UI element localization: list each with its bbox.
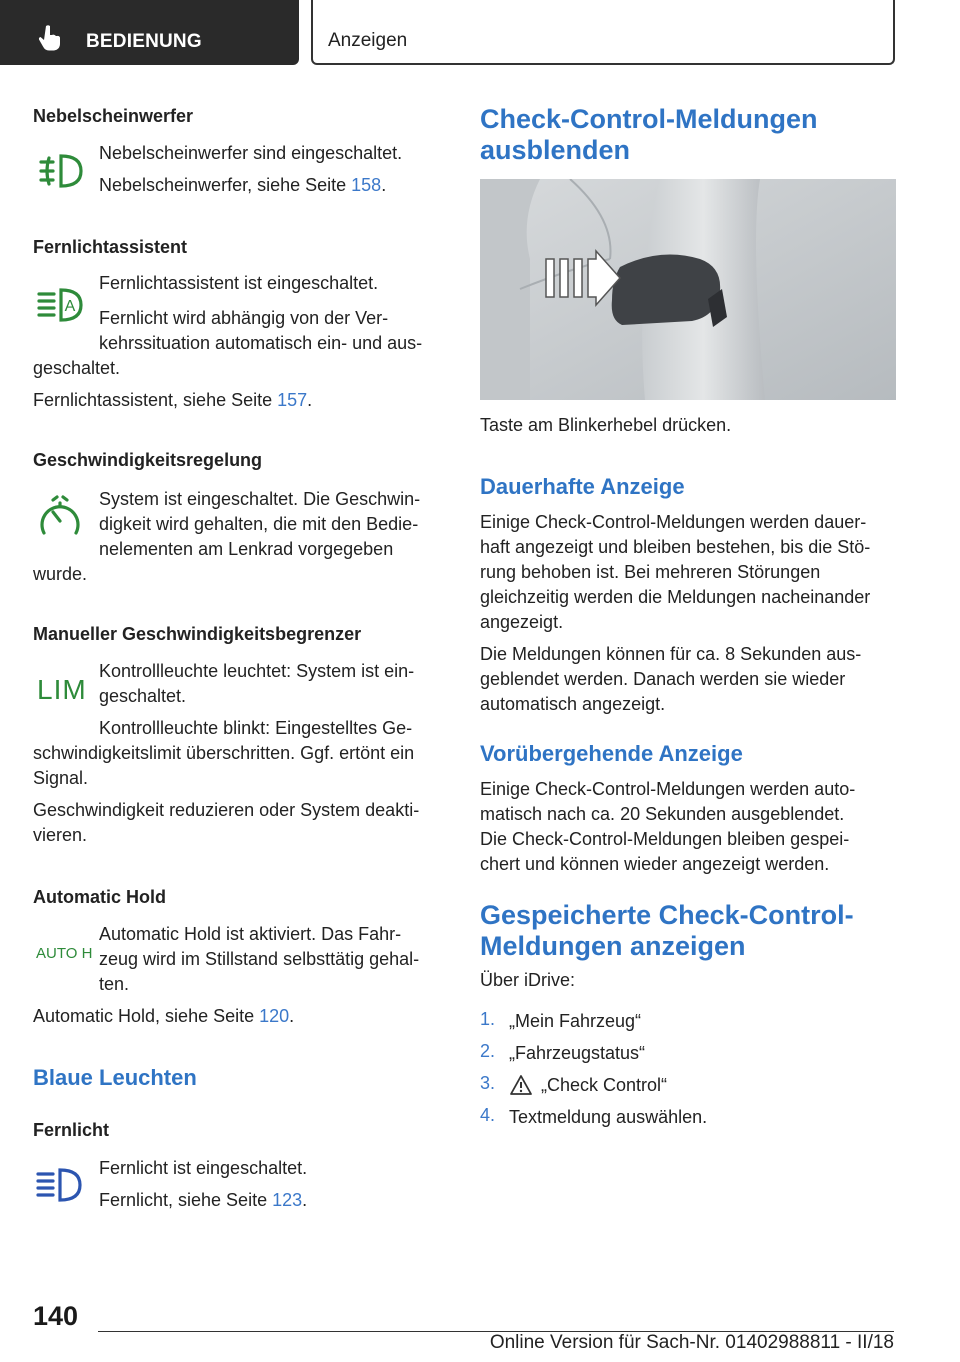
high-beam-icon [36, 1164, 86, 1206]
photo-caption: Taste am Blinkerhebel drücken. [480, 415, 732, 435]
hba-page-link[interactable]: 157 [277, 390, 308, 410]
perm-line7: geblendet werden. Danach werden sie wieder [480, 669, 846, 689]
perm-line3: rung behoben ist. Bei mehreren Störungen [480, 562, 821, 582]
cruise-line2: digkeit wird gehalten, die mit den Bedie‐ [99, 514, 419, 534]
stored-messages-heading-1: Gespeicherte Check-Control- [480, 900, 854, 930]
limiter-line2: geschaltet. [99, 686, 187, 706]
stored-messages-heading-2: Meldungen anzeigen [480, 931, 746, 961]
autohold-line1: Automatic Hold ist aktiviert. Das Fahr‐ [99, 924, 402, 944]
hide-messages-heading-2: ausblenden [480, 135, 631, 165]
autohold-ref: Automatic Hold, siehe Seite 120. [33, 1006, 295, 1026]
autohold-icon: AUTO H [36, 945, 93, 962]
cruise-control-icon [36, 495, 84, 541]
limiter-title: Manueller Geschwindigkeitsbegrenzer [33, 624, 362, 644]
section-header [311, 0, 895, 65]
hba-line2b: kehrssituation automatisch ein- und aus‐ [99, 333, 423, 353]
hba-line2a: Fernlicht wird abhängig von der Ver‐ [99, 308, 389, 328]
fog-light-ref: Nebelscheinwerfer, siehe Seite 158. [99, 175, 387, 195]
hide-messages-heading-1: Check-Control-Meldungen [480, 104, 818, 134]
fog-light-icon [37, 150, 87, 192]
chapter-tab[interactable] [0, 0, 299, 65]
high-beam-title: Fernlicht [33, 1120, 110, 1140]
high-beam-ref: Fernlicht, siehe Seite 123. [99, 1190, 308, 1210]
cruise-line3: nelementen am Lenkrad vorgegeben [99, 539, 394, 559]
temp-line3: Die Check-Control-Meldungen bleiben gespei‐ [480, 829, 850, 849]
temp-line4: chert und können wieder angezeigt werden. [480, 854, 830, 874]
chapter-tab-label: BEDIENUNG [86, 31, 202, 52]
high-beam-assistant-icon [37, 284, 87, 326]
hand-pointer-icon [38, 24, 64, 52]
perm-line6: Die Meldungen können für ca. 8 Sekunden aus‐ [480, 644, 862, 664]
limiter-line3: Kontrollleuchte blinkt: Eingestelltes Ge‐ [99, 718, 413, 738]
perm-line4: gleichzeitig werden die Meldungen nacheinander [480, 587, 871, 607]
perm-line1: Einige Check-Control-Meldungen werden dauer‐ [480, 512, 867, 532]
turn-signal-lever-photo [480, 179, 896, 400]
footer-text: Online Version für Sach-Nr. 01402988811 - II/18 [489, 1332, 894, 1353]
temp-line2: matisch nach ca. 20 Sekunden ausgeblendet. [480, 804, 845, 824]
section-title: Anzeigen [328, 30, 408, 51]
limiter-line4: schwindigkeitslimit überschritten. Ggf. ertönt ein [33, 743, 415, 763]
turn-signal-lever-illustration [480, 179, 896, 400]
permanent-display-heading: Dauerhafte Anzeige [480, 474, 685, 499]
high-beam-line1: Fernlicht ist eingeschaltet. [99, 1158, 308, 1178]
limiter-line1: Kontrollleuchte leuchtet: System ist ein‐ [99, 661, 415, 681]
autohold-page-link[interactable]: 120 [259, 1006, 290, 1026]
cruise-line1: System ist eingeschaltet. Die Geschwin‐ [99, 489, 421, 509]
autohold-line3: ten. [99, 974, 130, 994]
hba-title: Fernlichtassistent [33, 237, 188, 257]
temporary-display-heading: Vorübergehende Anzeige [480, 741, 743, 766]
limiter-line6: Geschwindigkeit reduzieren oder System deakti‐ [33, 800, 420, 820]
autohold-line2: zeug wird im Stillstand selbsttätig gehal‐ [99, 949, 420, 969]
warning-triangle-icon [509, 1074, 533, 1096]
fog-light-title: Nebelscheinwerfer [33, 106, 194, 126]
cruise-line4: wurde. [33, 564, 88, 584]
temp-line1: Einige Check-Control-Meldungen werden auto‐ [480, 779, 856, 799]
limiter-icon: LIM [37, 674, 87, 705]
blue-lights-heading: Blaue Leuchten [33, 1065, 197, 1090]
fog-light-line1: Nebelscheinwerfer sind eingeschaltet. [99, 143, 403, 163]
page-number: 140 [33, 1301, 79, 1331]
hba-line1: Fernlichtassistent ist eingeschaltet. [99, 273, 379, 293]
cruise-title: Geschwindigkeitsregelung [33, 450, 263, 470]
perm-line5: angezeigt. [480, 612, 564, 632]
fog-page-link[interactable]: 158 [351, 175, 382, 195]
perm-line8: automatisch angezeigt. [480, 694, 666, 714]
perm-line2: haft angezeigt und bleiben bestehen, bis die Stö‐ [480, 537, 871, 557]
autohold-title: Automatic Hold [33, 887, 166, 907]
hba-ref: Fernlichtassistent, siehe Seite 157. [33, 390, 313, 410]
limiter-line7: vieren. [33, 825, 88, 845]
limiter-line5: Signal. [33, 768, 89, 788]
high-beam-page-link[interactable]: 123 [272, 1190, 303, 1210]
hba-line2c: geschaltet. [33, 358, 121, 378]
svg-text:A: A [64, 298, 76, 315]
stored-intro: Über iDrive: [480, 970, 576, 990]
